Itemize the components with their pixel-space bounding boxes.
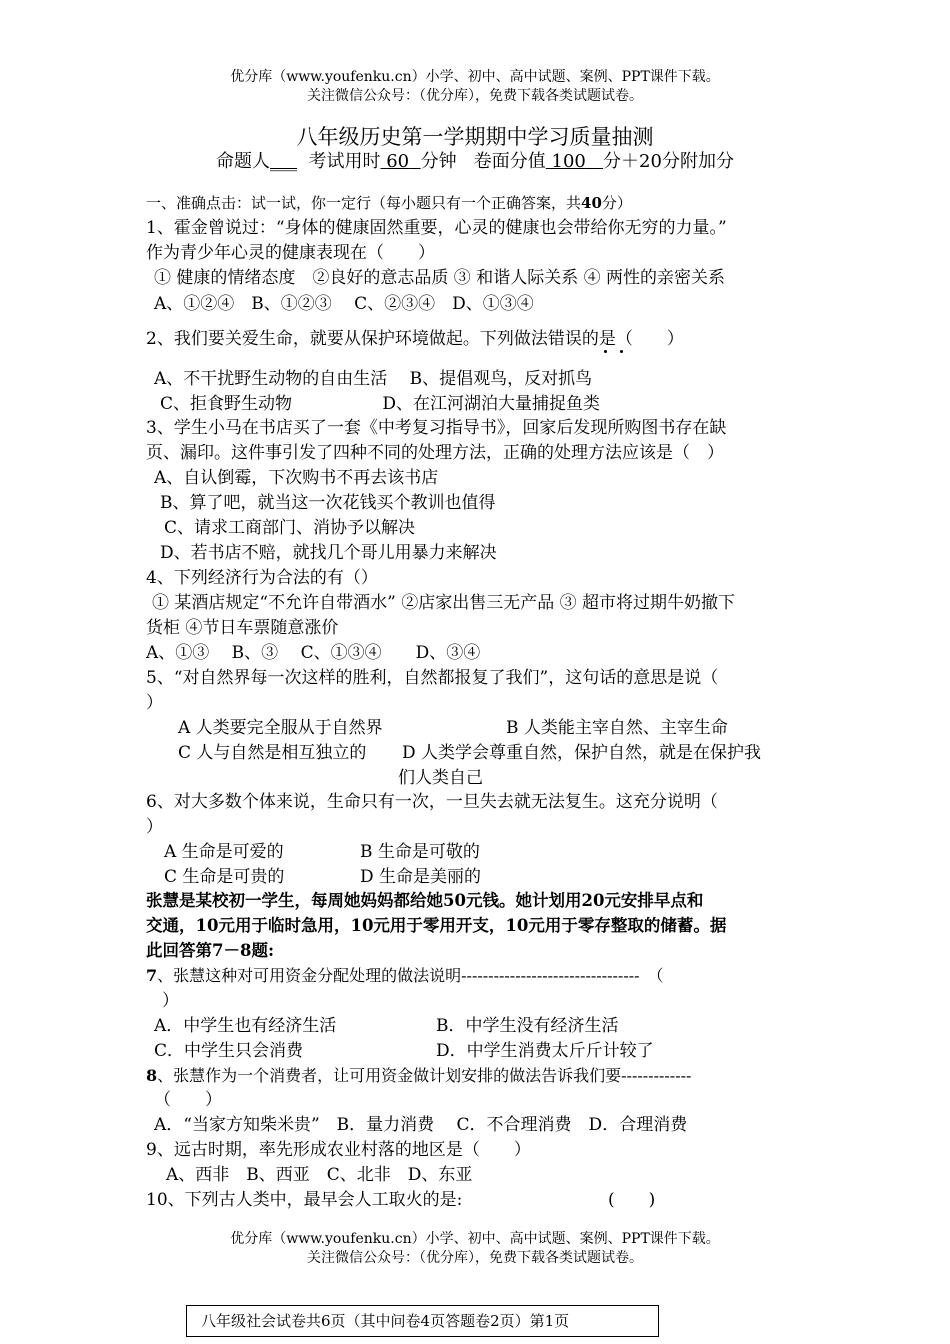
q5-option-d-line2: 们人类自己 bbox=[398, 768, 483, 788]
q1-stem-line1: 1、霍金曾说过：“身体的健康固然重要，心灵的健康也会带给你无穷的力量。” bbox=[146, 218, 727, 238]
q6-option-a: A 生命是可爱的 bbox=[164, 842, 284, 862]
q3-option-c: C、请求工商部门、消协予以解决 bbox=[164, 518, 416, 538]
footer-promo-line2: 关注微信公众号：（优分库），免费下载各类试题试卷。 bbox=[307, 1250, 643, 1266]
emphasis-dot bbox=[620, 350, 623, 353]
material-line1: 张慧是某校初一学生，每周她妈妈都给她50元钱。她计划用20元安排早点和 bbox=[146, 891, 704, 910]
q2-options-ab: A、不干扰野生动物的自由生活 B、提倡观鸟，反对抓鸟 bbox=[154, 369, 593, 389]
header-promo-line1: 优分库（www.youfenku.cn）小学、初中、高中试题、案例、PPT课件下载。 bbox=[230, 69, 720, 85]
emphasis-dot bbox=[604, 350, 607, 353]
q3-option-b: B、算了吧，就当这一次花钱买个教训也值得 bbox=[160, 493, 496, 513]
q8-stem: 8、张慧作为一个消费者，让可用资金做计划安排的做法告诉我们要------------- bbox=[146, 1066, 692, 1085]
q6-option-c: C 生命是可贵的 bbox=[164, 867, 285, 887]
q4-stem: 4、下列经济行为合法的有（） bbox=[146, 568, 378, 588]
q4-statements-line2: 货柜 ④节日车票随意涨价 bbox=[146, 618, 339, 638]
q10-answer-paren: ( ) bbox=[608, 1190, 656, 1210]
q5-option-c: C 人与自然是相互独立的 bbox=[178, 743, 367, 763]
q3-option-a: A、自认倒霉，下次购书不再去该书店 bbox=[154, 468, 439, 488]
q5-stem-line2: ） bbox=[146, 693, 163, 713]
q9-options: A、西非 B、西亚 C、北非 D、东亚 bbox=[166, 1165, 473, 1185]
header-promo-line2: 关注微信公众号：（优分库），免费下载各类试题试卷。 bbox=[307, 88, 643, 104]
section1-heading: 一、准确点击：试一试，你一定行（每小题只有一个正确答案，共40分） bbox=[146, 194, 632, 212]
q6-stem-line1: 6、对大多数个体来说，生命只有一次，一旦失去就无法复生。这充分说明（ bbox=[146, 792, 718, 812]
q1-statements: ① 健康的情绪态度 ②良好的意志品质 ③ 和谐人际关系 ④ 两性的亲密关系 bbox=[154, 268, 726, 288]
q6-option-b: B 生命是可敬的 bbox=[360, 842, 480, 862]
q7-option-d: D．中学生消费太斤斤计较了 bbox=[436, 1041, 654, 1061]
q7-option-b: B．中学生没有经济生活 bbox=[436, 1016, 619, 1036]
q1-options: A、①②④ B、①②③ C、②③④ D、①③④ bbox=[154, 294, 534, 314]
q5-option-a: A 人类要完全服从于自然界 bbox=[178, 718, 383, 738]
q9-stem: 9、远古时期，率先形成农业村落的地区是（ ） bbox=[146, 1140, 531, 1160]
q3-stem-line2: 页、漏印。这件事引发了四种不同的处理方法，正确的处理方法应该是（ ） bbox=[146, 443, 724, 463]
q3-stem-line1: 3、学生小马在书店买了一套《中考复习指导书》，回家后发现所购图书存在缺 bbox=[146, 418, 727, 438]
q8-options: A．“当家方知柴米贵” B．量力消费 C．不合理消费 D．合理消费 bbox=[154, 1115, 688, 1135]
q3-option-d: D、若书店不赔，就找几个哥儿用暴力来解决 bbox=[160, 543, 497, 563]
q5-option-b: B 人类能主宰自然、主宰生命 bbox=[506, 718, 728, 738]
q8-stem-line2: （ ） bbox=[154, 1090, 222, 1110]
q5-stem-line1: 5、“对自然界每一次这样的胜利，自然都报复了我们”，这句话的意思是说（ bbox=[146, 668, 719, 688]
q7-option-a: A．中学生也有经济生活 bbox=[154, 1016, 337, 1036]
q5-option-d-line1: D 人类学会尊重自然，保护自然，就是在保护我 bbox=[402, 743, 762, 763]
q10-stem: 10、下列古人类中，最早会人工取火的是: bbox=[146, 1190, 463, 1210]
q4-options: A、①③ B、③ C、①③④ D、③④ bbox=[146, 643, 481, 663]
page-title: 八年级历史第一学期期中学习质量抽测 bbox=[296, 125, 654, 149]
q7-option-c: C．中学生只会消费 bbox=[154, 1041, 304, 1061]
page-footer: 八年级社会试卷共6页（其中问卷4页答题卷2页）第1页 bbox=[186, 1305, 659, 1337]
q2-options-cd: C、拒食野生动物 D、在江河湖泊大量捕捉鱼类 bbox=[160, 394, 601, 414]
q6-stem-line2: ） bbox=[146, 817, 163, 837]
material-line3: 此回答第7－8题: bbox=[146, 941, 275, 960]
q7-stem: 7、张慧这种对可用资金分配处理的做法说明--------------------------------- （ bbox=[146, 966, 664, 985]
q2-stem: 2、我们要关爱生命，就要从保护环境做起。下列做法错误的是（ ） bbox=[146, 329, 684, 349]
q6-option-d: D 生命是美丽的 bbox=[360, 867, 482, 887]
q4-statements-line1: ① 某酒店规定“不允许自带酒水” ②店家出售三无产品 ③ 超市将过期牛奶撤下 bbox=[152, 593, 735, 613]
exam-info: 命题人___ 考试用时 60 分钟 卷面分值 100 分＋20分附加分 bbox=[216, 151, 734, 172]
material-line2: 交通，10元用于临时急用，10元用于零用开支，10元用于零存整取的储蓄。据 bbox=[146, 916, 727, 935]
footer-promo-line1: 优分库（www.youfenku.cn）小学、初中、高中试题、案例、PPT课件下载。 bbox=[230, 1231, 720, 1247]
q7-stem-line2: ） bbox=[162, 991, 179, 1011]
q1-stem-line2: 作为青少年心灵的健康表现在（ ） bbox=[146, 243, 435, 263]
